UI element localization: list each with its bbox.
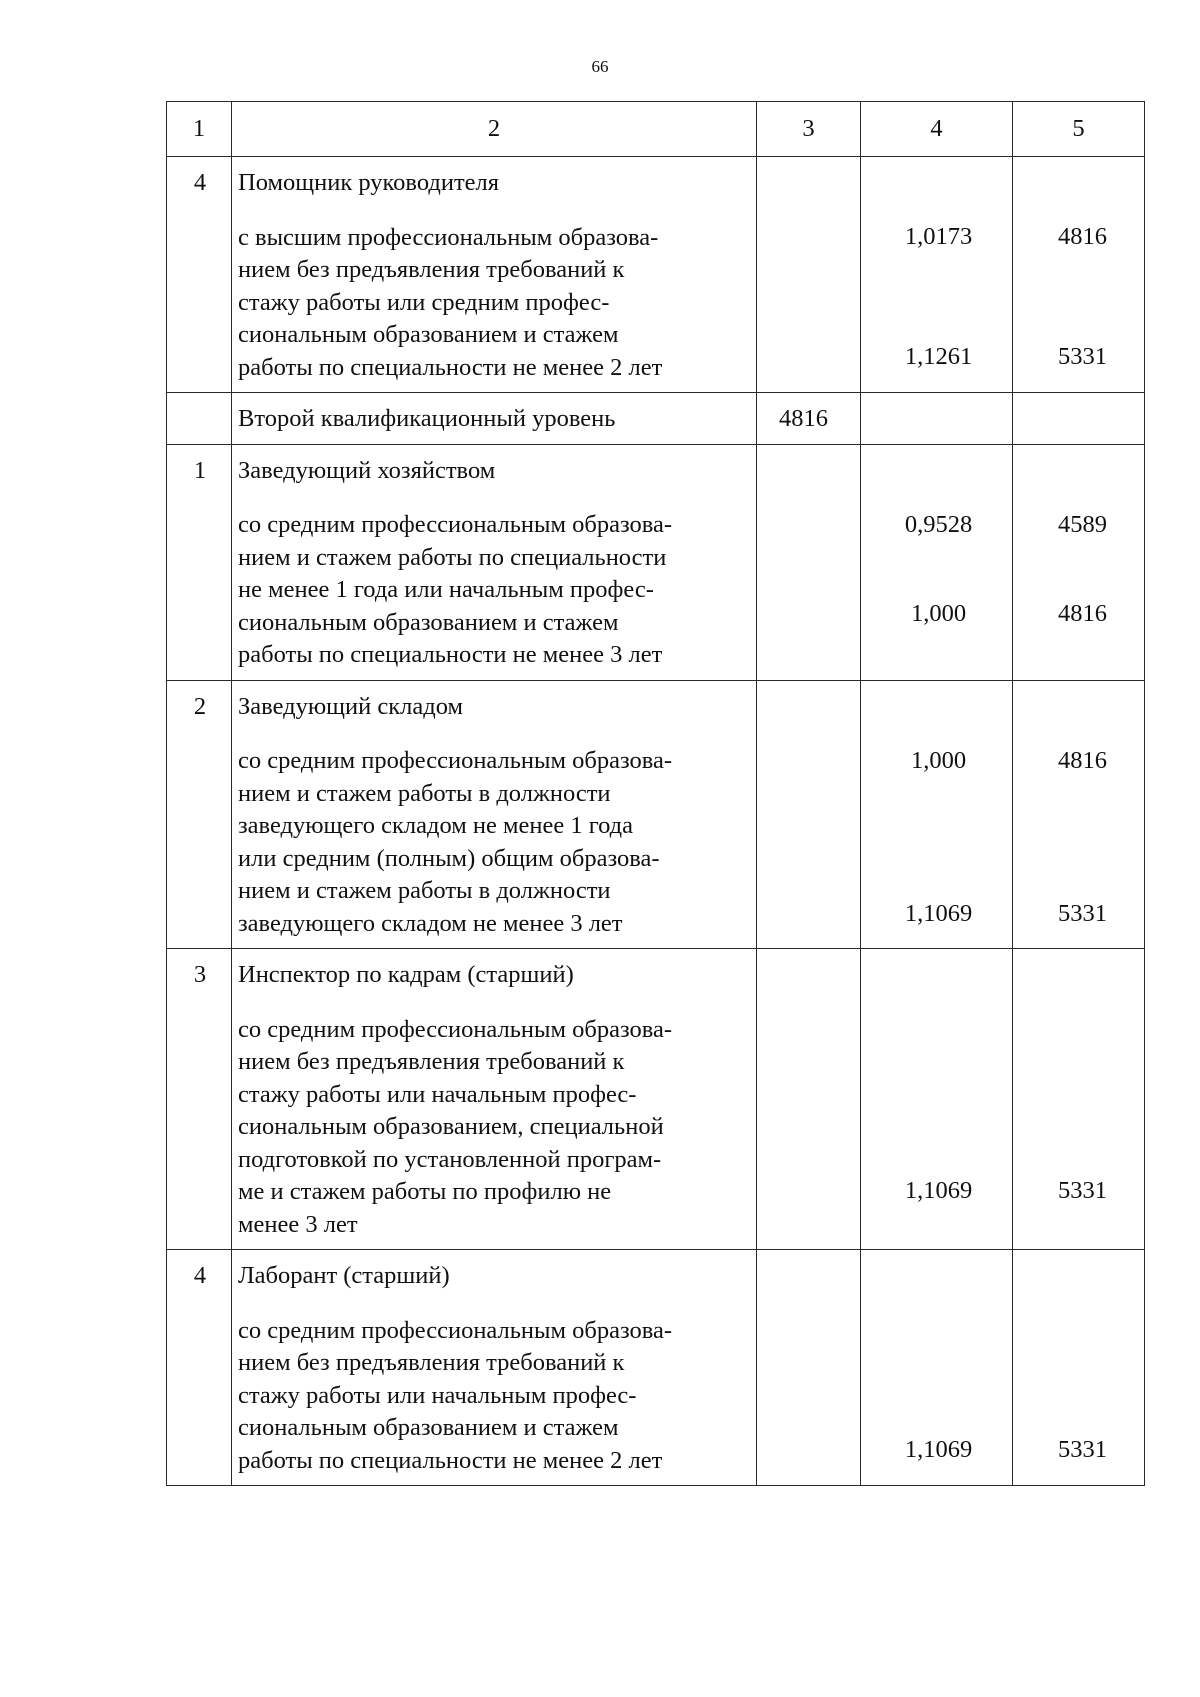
coefficient-cell xyxy=(861,680,1013,949)
salary-value: 4816 xyxy=(1058,223,1107,250)
base-salary-cell xyxy=(757,444,861,680)
header-cell-4: 4 xyxy=(861,102,1013,157)
position-title: Инспектор по кадрам (старший) xyxy=(238,961,574,988)
row-number: 1 xyxy=(167,444,232,680)
table-row xyxy=(167,157,1145,393)
salary-value: 4816 xyxy=(1058,599,1107,627)
table-row xyxy=(167,1250,1145,1486)
salary-table xyxy=(166,101,1145,1486)
base-salary-cell xyxy=(757,949,861,1250)
position-requirements: со средним профессиональным образова- нием без предъявления требований к стажу работы или начальным профес- сиональным образованием, специальной подготовкой по установленной програм- ме и стажем работы по профилю не менее 3 лет xyxy=(238,1015,673,1238)
row-number: 3 xyxy=(167,949,232,1250)
table-row xyxy=(167,444,1145,680)
header-cell-5: 5 xyxy=(1013,102,1145,157)
salary-cell xyxy=(1013,680,1145,949)
coefficient-value: 1,1069 xyxy=(904,899,973,927)
row-number: 4 xyxy=(167,1250,232,1486)
base-salary-cell xyxy=(757,157,861,393)
coefficient-value: 1,1069 xyxy=(904,1436,973,1463)
coefficient-value: 1,000 xyxy=(910,599,967,627)
position-cell xyxy=(232,1250,757,1486)
position-title: Заведующий складом xyxy=(238,692,463,720)
page-number: 66 xyxy=(591,57,609,76)
coefficient-cell xyxy=(861,157,1013,393)
header-row xyxy=(167,102,1145,157)
coefficient-cell xyxy=(861,393,1013,445)
salary-value: 5331 xyxy=(1058,1436,1107,1463)
qualification-level-title: Второй квалификационный уровень xyxy=(232,393,757,445)
qualification-level-row xyxy=(167,393,1145,445)
position-requirements: со средним профессиональным образова- нием и стажем работы по специальности не менее 1 года или начальным профес- сиональным образованием и стажем работы по специальности не менее 3 лет xyxy=(238,511,673,668)
position-requirements: со средним профессиональным образова- нием без предъявления требований к стажу работы или начальным профес- сиональным образованием и стажем работы по специальности не менее 2 лет xyxy=(238,1316,673,1474)
salary-cell xyxy=(1013,444,1145,680)
coefficient-value: 0,9528 xyxy=(904,510,973,538)
table-row xyxy=(167,680,1145,949)
position-cell xyxy=(232,949,757,1250)
position-title: Лаборант (старший) xyxy=(238,1262,450,1289)
position-requirements: с высшим профессиональным образова- нием без предъявления требований к стажу работы или средним профес- сиональным образованием и стажем работы по специальности не менее 2 лет xyxy=(238,223,663,381)
coefficient-value: 1,1069 xyxy=(904,1177,973,1204)
coefficient-value: 1,1261 xyxy=(904,343,973,370)
base-salary-cell: 4816 xyxy=(757,393,861,445)
salary-value: 5331 xyxy=(1058,899,1107,927)
salary-value: 4589 xyxy=(1058,510,1107,538)
salary-value: 5331 xyxy=(1058,343,1107,370)
base-salary-cell xyxy=(757,1250,861,1486)
row-number: 4 xyxy=(167,157,232,393)
coefficient-cell xyxy=(861,949,1013,1250)
position-requirements: со средним профессиональным образова- нием и стажем работы в должности заведующего складом не менее 1 года или средним (полным) общим образова- нием и стажем работы в должности заведующего складом не менее 3 лет xyxy=(238,747,673,937)
salary-cell xyxy=(1013,1250,1145,1486)
salary-value: 4816 xyxy=(1058,746,1107,774)
header-cell-3: 3 xyxy=(757,102,861,157)
position-cell xyxy=(232,444,757,680)
position-title: Заведующий хозяйством xyxy=(238,456,496,484)
header-cell-2: 2 xyxy=(232,102,757,157)
salary-cell xyxy=(1013,949,1145,1250)
header-cell-1: 1 xyxy=(167,102,232,157)
salary-cell xyxy=(1013,393,1145,445)
position-cell xyxy=(232,157,757,393)
base-salary-cell xyxy=(757,680,861,949)
table-row xyxy=(167,949,1145,1250)
coefficient-value: 1,0173 xyxy=(904,223,973,250)
coefficient-cell xyxy=(861,444,1013,680)
salary-value: 5331 xyxy=(1058,1177,1107,1204)
row-number: 2 xyxy=(167,680,232,949)
coefficient-value: 1,000 xyxy=(910,746,967,774)
position-title: Помощник руководителя xyxy=(238,169,500,196)
position-cell xyxy=(232,680,757,949)
coefficient-cell xyxy=(861,1250,1013,1486)
row-number xyxy=(167,393,232,445)
salary-cell xyxy=(1013,157,1145,393)
